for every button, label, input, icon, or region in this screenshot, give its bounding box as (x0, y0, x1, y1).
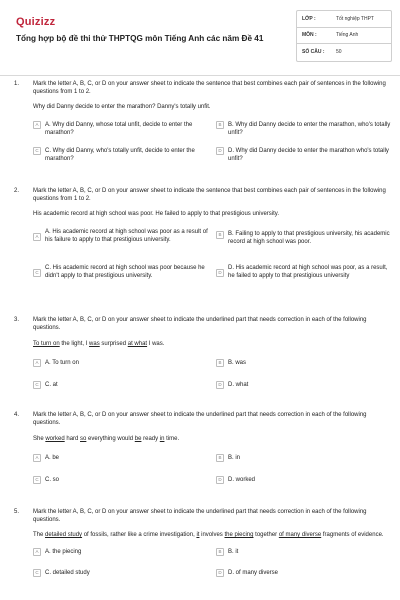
question-number: 5. (14, 509, 20, 515)
underlined-part: To turn on (33, 341, 60, 348)
option-text: A. the piecing (45, 549, 82, 556)
underlined-part: was (89, 341, 100, 348)
question-4 (14, 411, 392, 496)
option-letter-box: D (216, 269, 224, 277)
option-letter-box: B (216, 359, 224, 367)
option-letter-box: D (216, 381, 224, 389)
option-letter-box: D (216, 476, 224, 484)
option-text: C. Why did Danny, who's totally unfit, decide to enter the marathon? (45, 148, 195, 163)
question-stem (33, 340, 392, 348)
option-text: D. what (228, 382, 249, 389)
stem-text: surprised (99, 341, 128, 348)
option-text: D. Why did Danny decide to enter the marathon who's totally unfit? (228, 148, 389, 163)
stem-text: together (253, 532, 279, 539)
meta-row-count (296, 44, 392, 60)
option-text: A. be (45, 455, 60, 462)
header-divider (0, 75, 400, 76)
option-d[interactable] (216, 147, 394, 163)
option-letter-box: A (33, 548, 41, 556)
stem-text: ready (141, 436, 160, 443)
option-text: C. His academic record at high school was poor because he didn't apply to that prestigious university. (45, 265, 205, 280)
page-title: Tổng hợp bộ đề thi thử THPTQG môn Tiếng Anh các năm Đề 41 (16, 34, 264, 43)
option-letter-box: C (33, 569, 41, 577)
option-b[interactable] (216, 548, 394, 556)
question-stem: Why did Danny decide to enter the marathon? Danny's totally unfit. (33, 104, 211, 111)
option-letter-box: C (33, 147, 41, 155)
option-letter-box: A (33, 359, 41, 367)
question-number: 3. (14, 317, 20, 323)
option-text: C. so (45, 477, 60, 484)
underlined-part: it (196, 532, 200, 539)
option-text: C. at (45, 382, 58, 389)
option-b[interactable] (216, 454, 394, 462)
meta-value: Tiếng Anh (336, 32, 359, 39)
question-2 (14, 187, 392, 307)
meta-label: MÔN : (302, 32, 317, 39)
option-letter-box: B (216, 121, 224, 129)
option-a[interactable] (33, 548, 213, 556)
option-text: D. His academic record at high school was poor, as a result, he failed to apply to that prestigious university (228, 265, 388, 280)
stem-text: of fossils, rather like a crime investigation, (82, 532, 197, 539)
option-d[interactable] (216, 264, 394, 280)
option-letter-box: D (216, 147, 224, 155)
question-number: 1. (14, 81, 20, 87)
stem-text: involves (199, 532, 225, 539)
option-d[interactable] (216, 569, 394, 577)
option-b[interactable] (216, 121, 394, 137)
option-a[interactable] (33, 121, 213, 137)
stem-text: hard (64, 436, 81, 443)
option-text: A. His academic record at high school was poor as a result of his failure to apply to that prestigious university. (45, 229, 208, 244)
option-a[interactable] (33, 359, 213, 367)
option-c[interactable] (33, 381, 213, 389)
question-stem (33, 531, 392, 539)
question-instruction: Mark the letter A, B, C, or D on your answer sheet to indicate the sentence that best combines each pair of sentences in the following questions from 1 to 2. (33, 188, 386, 203)
stem-text: She (33, 436, 46, 443)
option-text: D. of many diverse (228, 570, 279, 577)
meta-label: LỚP : (302, 16, 316, 23)
underlined-part: worked (45, 436, 65, 443)
option-letter-box: A (33, 454, 41, 462)
stem-text: I was. (147, 341, 165, 348)
option-c[interactable] (33, 569, 213, 577)
option-letter-box: C (33, 269, 41, 277)
question-instruction: Mark the letter A, B, C, or D on your answer sheet to indicate the sentence that best combines each pair of sentences in the following questions from 1 to 2. (33, 81, 386, 96)
question-instruction: Mark the letter A, B, C, or D on your answer sheet to indicate the underlined part that needs correction in each of the following questions. (33, 317, 367, 332)
question-instruction: Mark the letter A, B, C, or D on your answer sheet to indicate the underlined part that needs correction in each of the following questions. (33, 509, 367, 524)
question-3 (14, 316, 392, 401)
question-1 (14, 80, 392, 180)
meta-row-class (296, 12, 392, 28)
option-c[interactable] (33, 147, 213, 163)
option-b[interactable] (216, 228, 394, 246)
option-d[interactable] (216, 476, 394, 484)
quizizz-logo: Quizizz (16, 16, 56, 28)
option-text: B. Failing to apply to that prestigious university, his academic record at high school was poor. (228, 231, 390, 246)
option-letter-box: D (216, 569, 224, 577)
option-d[interactable] (216, 381, 394, 389)
page-header (0, 0, 400, 68)
option-text: A. To turn on (45, 360, 79, 367)
underlined-part: be (134, 436, 142, 443)
option-letter-box: B (216, 231, 224, 239)
option-letter-box: B (216, 454, 224, 462)
option-letter-box: C (33, 476, 41, 484)
option-text: B. in (228, 455, 241, 462)
option-letter-box: B (216, 548, 224, 556)
meta-row-subject (296, 28, 392, 44)
meta-label: SỐ CÂU : (302, 48, 325, 55)
option-letter-box: A (33, 121, 41, 129)
underlined-part: detailed study (45, 532, 83, 539)
option-text: C. detailed study (45, 570, 90, 577)
stem-text: time. (164, 436, 180, 443)
option-text: D. worked (228, 477, 256, 484)
question-stem (33, 435, 392, 443)
question-stem: His academic record at high school was poor. He failed to apply to that prestigious university. (33, 211, 280, 218)
option-a[interactable] (33, 228, 213, 244)
underlined-part: in (159, 436, 165, 443)
option-text: B. was (228, 360, 247, 367)
option-text: B. Why did Danny decide to enter the marathon, who's totally unfit? (228, 122, 391, 137)
question-5 (14, 508, 392, 600)
stem-text: The (33, 532, 46, 539)
meta-value: 50 (336, 48, 342, 55)
question-number: 2. (14, 188, 20, 194)
stem-text: fragments of evidence. (321, 532, 384, 539)
meta-value: Tốt nghiệp THPT (336, 16, 374, 23)
option-text: A. Why did Danny, whose total unfit, decide to enter the marathon? (45, 122, 193, 137)
underlined-part: the piecing (224, 532, 254, 539)
underlined-part: of many diverse (278, 532, 322, 539)
stem-text: everything would (86, 436, 135, 443)
option-letter-box: C (33, 381, 41, 389)
underlined-part: at what (127, 341, 148, 348)
option-b[interactable] (216, 359, 394, 367)
option-a[interactable] (33, 454, 213, 462)
option-c[interactable] (33, 476, 213, 484)
stem-text: the light, I (59, 341, 90, 348)
question-instruction: Mark the letter A, B, C, or D on your answer sheet to indicate the underlined part that needs correction in each of the following questions. (33, 412, 367, 427)
option-letter-box: A (33, 233, 41, 241)
option-text: B. it (228, 549, 239, 556)
meta-table (296, 12, 392, 60)
question-number: 4. (14, 412, 20, 418)
option-c[interactable] (33, 264, 213, 280)
underlined-part: so (80, 436, 87, 443)
